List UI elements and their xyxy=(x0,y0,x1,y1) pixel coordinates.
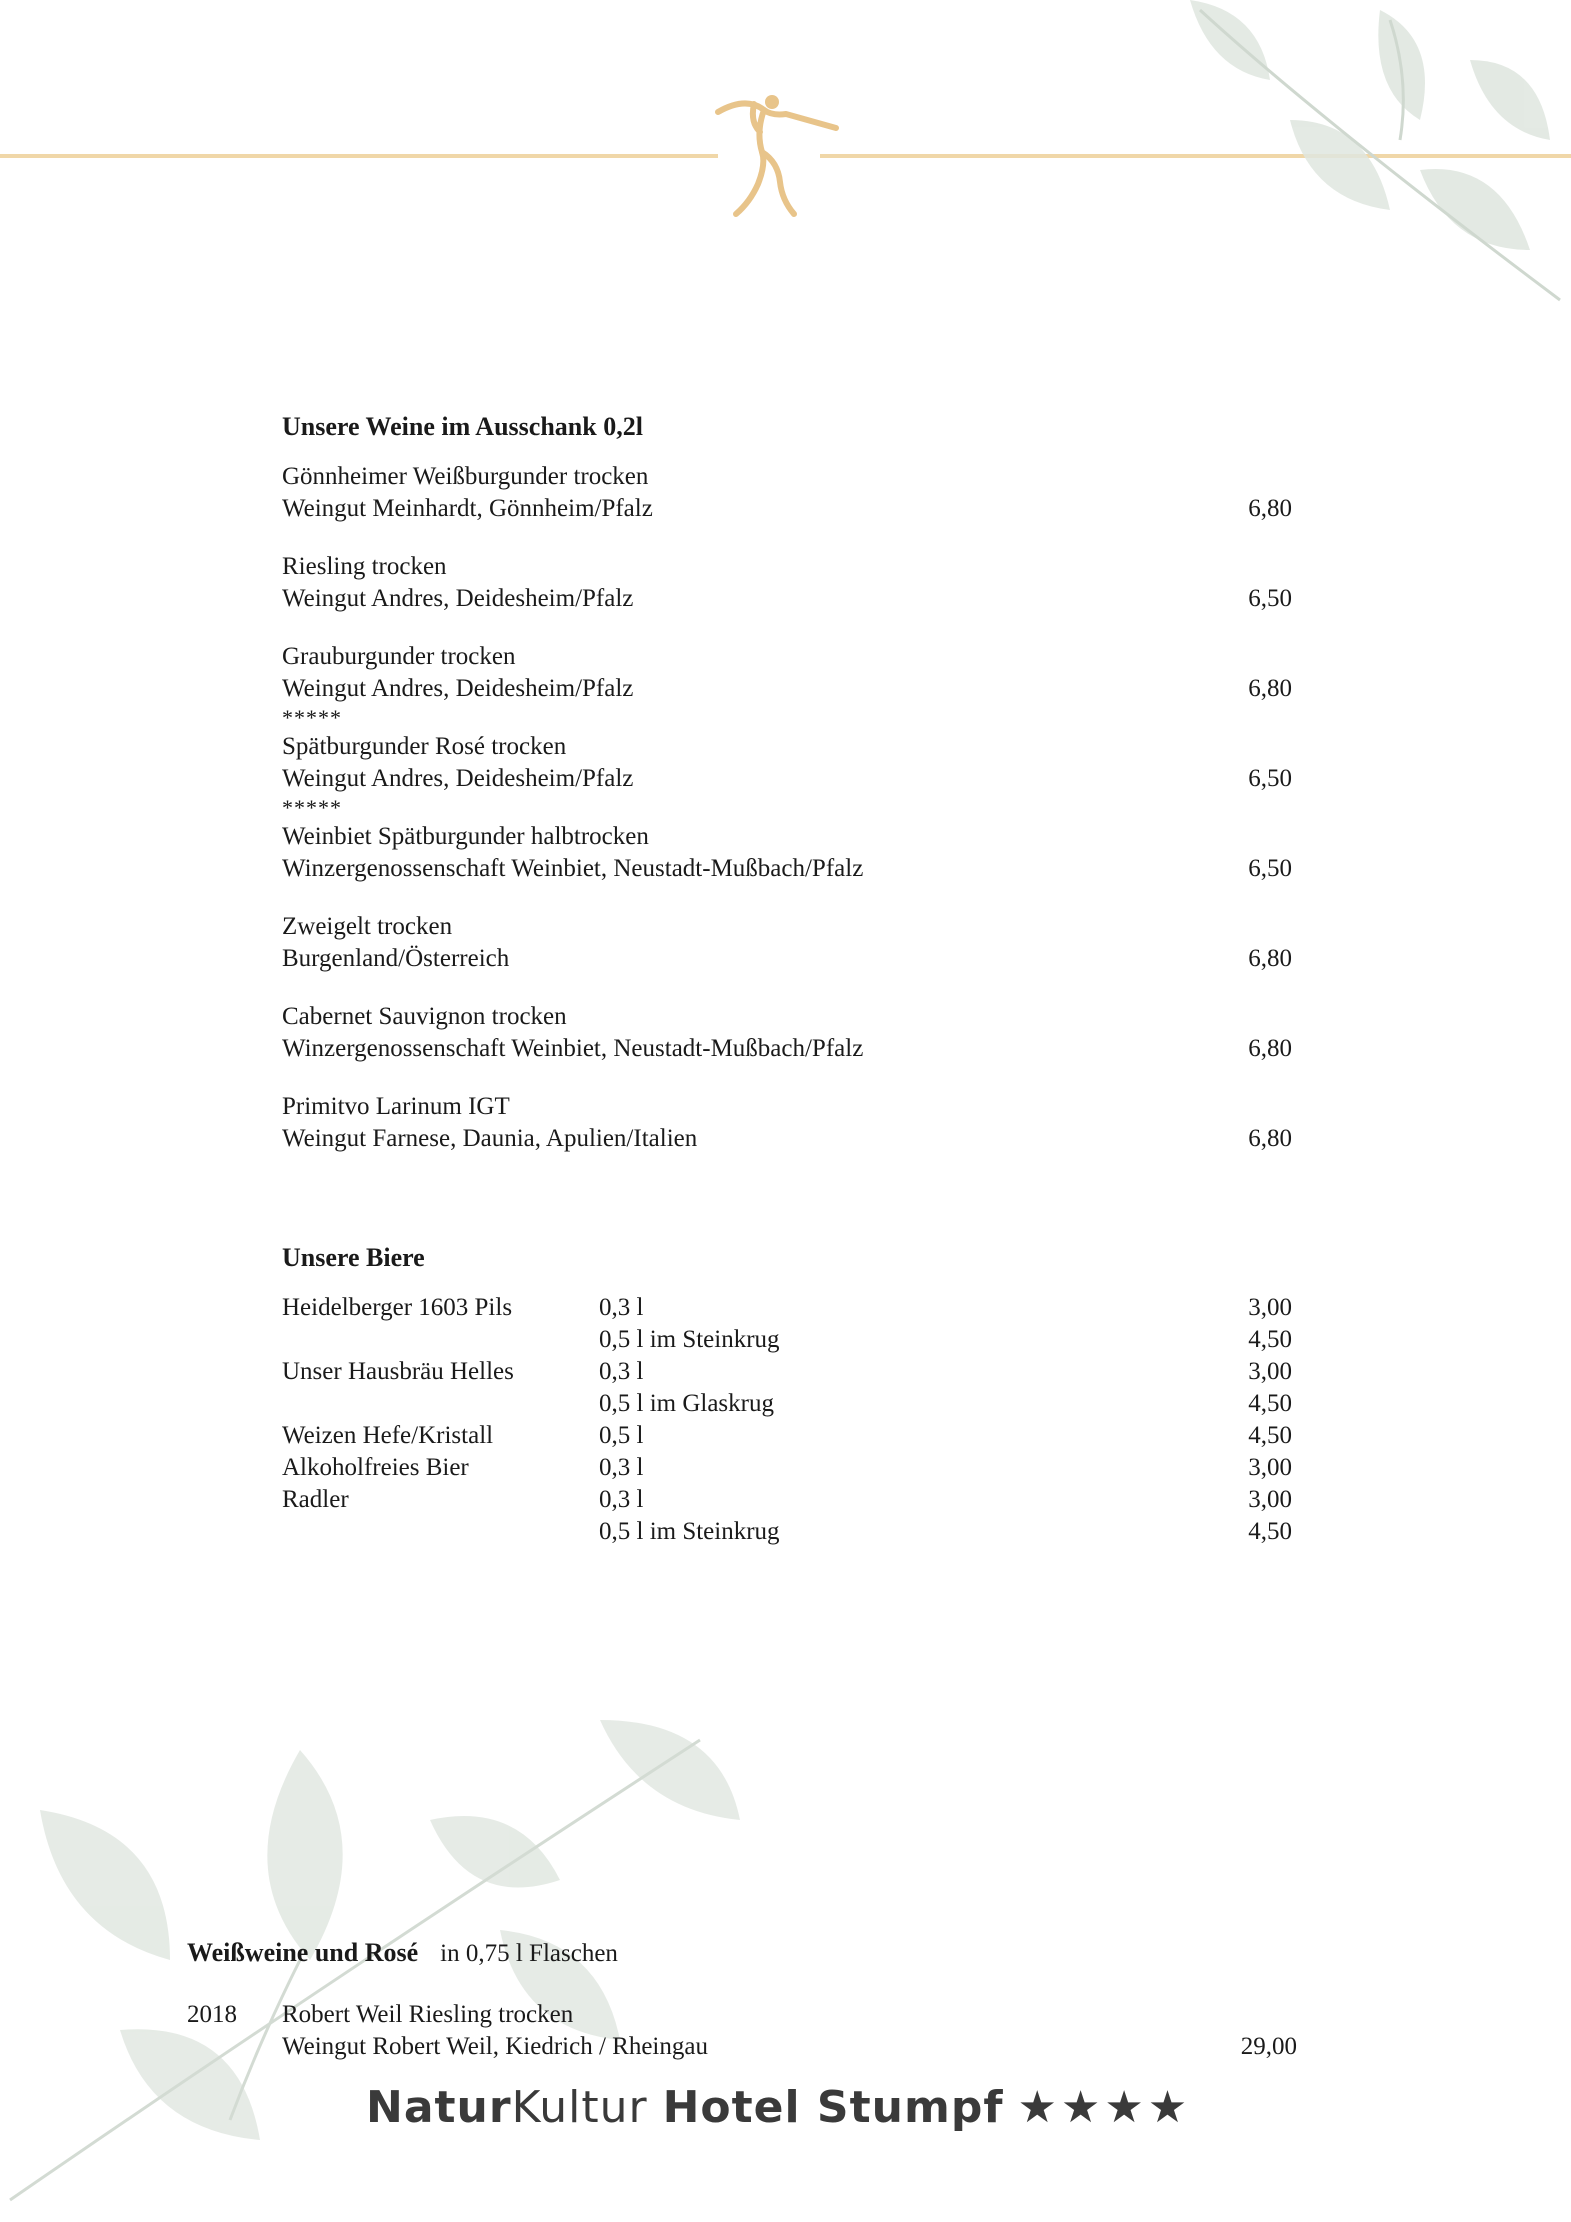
star-separator: ***** xyxy=(282,795,342,820)
star-separator: ***** xyxy=(282,705,342,730)
wine-price: 6,50 xyxy=(1248,765,1292,792)
beer-size: 0,3 l xyxy=(599,1358,644,1385)
beer-name xyxy=(282,1324,599,1356)
beer-name xyxy=(282,1388,599,1420)
wine-price: 6,80 xyxy=(1248,675,1292,702)
bottle-wine-year: 2018 xyxy=(187,2001,237,2028)
beer-size: 0,5 l im Glaskrug xyxy=(599,1390,774,1417)
beer-size: 0,5 l xyxy=(599,1422,644,1449)
wine-name: Primitvo Larinum IGT xyxy=(282,1093,510,1120)
wine-producer: Burgenland/Österreich xyxy=(282,945,510,972)
beer-size: 0,3 l xyxy=(599,1486,644,1513)
wine-producer: Winzergenossenschaft Weinbiet, Neustadt-Mußbach/Pfalz xyxy=(282,855,864,882)
wine-price: 6,80 xyxy=(1248,945,1292,972)
beer-size: 0,5 l im Steinkrug xyxy=(599,1326,780,1353)
wine-item xyxy=(282,911,1292,975)
wine-price: 6,50 xyxy=(1248,855,1292,882)
beer-name: Radler xyxy=(282,1486,349,1513)
wine-producer: Weingut Andres, Deidesheim/Pfalz xyxy=(282,585,634,612)
wine-name: Spätburgunder Rosé trocken xyxy=(282,733,567,760)
star-rating-icon: ★★★★ xyxy=(1017,2082,1192,2133)
bottle-wines-title: Weißweine und Rosé xyxy=(187,1938,419,1967)
beer-price: 3,00 xyxy=(1248,1486,1292,1513)
beer-row xyxy=(282,1388,1292,1420)
bottle-wine-item xyxy=(187,1999,1297,2063)
wine-producer: Weingut Farnese, Daunia, Apulien/Italien xyxy=(282,1125,698,1152)
brand-part-kultur: Kultur xyxy=(511,2082,648,2133)
beer-price: 4,50 xyxy=(1248,1390,1292,1417)
beer-size: 0,3 l xyxy=(599,1454,644,1481)
wine-name: Riesling trocken xyxy=(282,553,447,580)
wine-price: 6,80 xyxy=(1248,1125,1292,1152)
wine-producer: Weingut Andres, Deidesheim/Pfalz xyxy=(282,765,634,792)
beer-price: 4,50 xyxy=(1248,1422,1292,1449)
beer-size: 0,5 l im Steinkrug xyxy=(599,1518,780,1545)
wine-name: Weinbiet Spätburgunder halbtrocken xyxy=(282,823,649,850)
beer-name: Weizen Hefe/Kristall xyxy=(282,1422,494,1449)
wine-item xyxy=(282,461,1292,525)
wine-price: 6,80 xyxy=(1248,1035,1292,1062)
wine-price: 6,80 xyxy=(1248,495,1292,522)
wine-name: Grauburgunder trocken xyxy=(282,643,516,670)
beer-price: 3,00 xyxy=(1248,1454,1292,1481)
beer-row xyxy=(282,1292,1292,1324)
wine-list xyxy=(282,461,1292,1155)
beer-price: 3,00 xyxy=(1248,1294,1292,1321)
beer-name: Unser Hausbräu Helles xyxy=(282,1358,514,1385)
wines-by-glass-section xyxy=(282,405,1292,1155)
beer-row xyxy=(282,1516,1292,1548)
bottle-wines-subtitle: in 0,75 l Flaschen xyxy=(440,1940,618,1967)
beer-table xyxy=(282,1292,1292,1548)
beer-name: Heidelberger 1603 Pils xyxy=(282,1294,513,1321)
beer-section xyxy=(282,1236,1292,1548)
beer-row xyxy=(282,1452,1292,1484)
beer-row xyxy=(282,1484,1292,1516)
header-rule-left xyxy=(0,154,718,158)
hotel-brand-footer xyxy=(366,2080,1226,2136)
wine-item xyxy=(282,821,1292,885)
wine-price: 6,50 xyxy=(1248,585,1292,612)
bottle-wines-section xyxy=(187,1936,1297,2063)
bottle-wine-producer: Weingut Robert Weil, Kiedrich / Rheingau xyxy=(282,2033,708,2060)
wine-name: Zweigelt trocken xyxy=(282,913,453,940)
wine-item xyxy=(282,551,1292,615)
beer-price: 4,50 xyxy=(1248,1326,1292,1353)
beer-title: Unsere Biere xyxy=(282,1243,425,1272)
bottle-wines-heading xyxy=(187,1936,1297,1971)
wine-producer: Weingut Meinhardt, Gönnheim/Pfalz xyxy=(282,495,653,522)
wine-item xyxy=(282,731,1292,795)
brand-part-hotel: Hotel Stumpf xyxy=(662,2082,1004,2133)
beer-row xyxy=(282,1356,1292,1388)
wine-name: Gönnheimer Weißburgunder trocken xyxy=(282,463,649,490)
wines-by-glass-title: Unsere Weine im Ausschank 0,2l xyxy=(282,412,643,441)
beer-row xyxy=(282,1324,1292,1356)
beer-name xyxy=(282,1516,599,1548)
beer-size: 0,3 l xyxy=(599,1294,644,1321)
wine-item xyxy=(282,1001,1292,1065)
wine-producer: Weingut Andres, Deidesheim/Pfalz xyxy=(282,675,634,702)
beer-price: 3,00 xyxy=(1248,1358,1292,1385)
dancer-figure-icon xyxy=(706,92,846,222)
bottle-wine-price: 29,00 xyxy=(1240,2033,1297,2060)
wine-item xyxy=(282,641,1292,705)
leaf-decoration-top xyxy=(1170,0,1571,330)
brand-part-natur: Natur xyxy=(366,2082,512,2133)
beer-name: Alkoholfreies Bier xyxy=(282,1454,469,1481)
wine-item xyxy=(282,1091,1292,1155)
beer-row xyxy=(282,1420,1292,1452)
wine-producer: Winzergenossenschaft Weinbiet, Neustadt-Mußbach/Pfalz xyxy=(282,1035,864,1062)
bottle-wine-name: Robert Weil Riesling trocken xyxy=(282,2001,574,2028)
beer-price: 4,50 xyxy=(1248,1518,1292,1545)
wine-name: Cabernet Sauvignon trocken xyxy=(282,1003,567,1030)
